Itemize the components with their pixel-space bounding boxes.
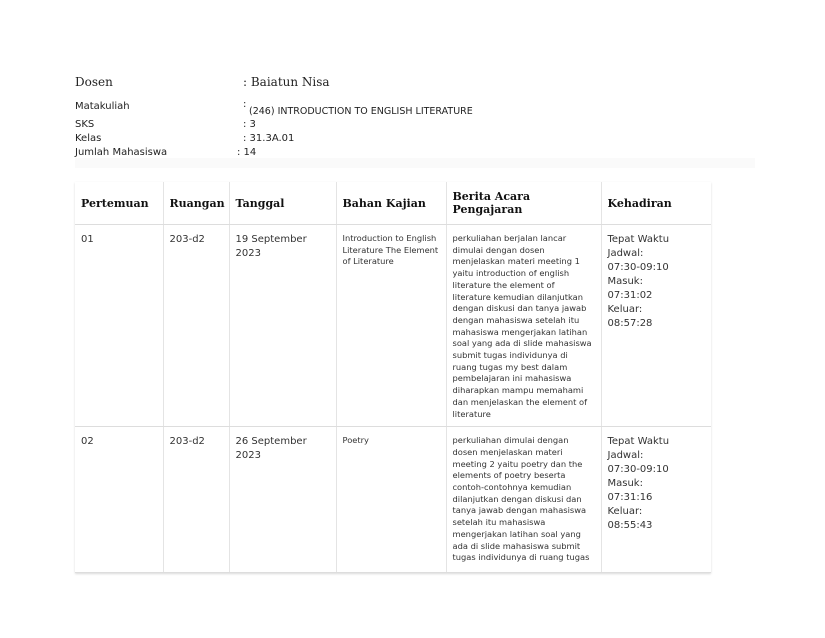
header-tanggal: Tanggal [229, 182, 336, 225]
sks-value: : 3 [243, 119, 256, 130]
cell-tanggal: 19 September 2023 [229, 225, 336, 427]
header-pertemuan: Pertemuan [75, 182, 163, 225]
table-row [75, 225, 711, 427]
kelas-value: : 31.3A.01 [243, 133, 295, 144]
masuk-label: Masuk: [607, 276, 643, 287]
keluar-value: 08:57:28 [607, 318, 653, 329]
keluar-label: Keluar: [607, 506, 643, 518]
matakuliah-value: (246) INTRODUCTION TO ENGLISH LITERATURE [249, 106, 473, 117]
cell-pertemuan: 02 [75, 427, 163, 573]
cell-pertemuan: 01 [75, 225, 163, 427]
header-ruangan: Ruangan [163, 182, 229, 225]
jumlah-value: : 14 [237, 147, 257, 158]
kehadiran-status: Tepat Waktu [607, 234, 670, 245]
jadwal-value: 07:30-09:10 [607, 262, 669, 273]
header-bahan-kajian: Bahan Kajian [336, 182, 446, 225]
matakuliah-colon: : [243, 99, 247, 110]
header-kehadiran: Kehadiran [601, 182, 711, 225]
masuk-value: 07:31:02 [607, 290, 653, 301]
keluar-value: 08:55:43 [607, 520, 653, 532]
jadwal-value: 07:30-09:10 [607, 464, 669, 476]
attendance-table [75, 182, 711, 573]
matakuliah-label: Matakuliah [75, 101, 130, 112]
cell-kehadiran [601, 427, 711, 573]
sks-label: SKS [75, 119, 95, 130]
jadwal-label: Jadwal: [607, 450, 644, 462]
divider-strip [75, 158, 755, 168]
jadwal-label: Jadwal: [607, 248, 644, 259]
dosen-value: : Baiatun Nisa [243, 75, 330, 89]
jumlah-label: Jumlah Mahasiswa [75, 147, 168, 158]
kelas-label: Kelas [75, 133, 102, 144]
masuk-value: 07:31:16 [607, 492, 653, 504]
header-berita-acara: Berita Acara Pengajaran [446, 182, 601, 225]
cell-ruangan: 203-d2 [163, 225, 229, 427]
kelas-row [75, 133, 755, 147]
cell-tanggal: 26 September 2023 [229, 427, 336, 573]
cell-bahan-kajian: Poetry [336, 427, 446, 573]
dosen-label: Dosen [75, 75, 113, 89]
cell-berita-acara: perkuliahan dimulai dengan dosen menjelaskan materi meeting 2 yaitu poetry dan the elements of poetry beserta contoh-contohnya kemudian dilanjutkan dengan diskusi dan tanya jawab dengan mahasiswa setelah itu mahasiswa mengerjakan latihan soal yang ada di slide mahasiswa submit tugas individunya di ruang tugas [446, 427, 601, 573]
cell-kehadiran [601, 225, 711, 427]
cell-berita-acara: perkuliahan berjalan lancar dimulai dengan dosen menjelaskan materi meeting 1 yaitu introduction of english literature the element of literature kemudian dilanjutkan dengan diskusi dan tanya jawab dengan mahasiswa setelah itu mahasiswa mengerjakan latihan soal yang ada di slide mahasiswa submit tugas individunya di ruang tugas my best dalam pembelajaran ini mahasiswa diharapkan mampu memahami dan menjelaskan the element of literature [446, 225, 601, 427]
kehadiran-status: Tepat Waktu [607, 436, 670, 448]
table-row [75, 427, 711, 573]
matakuliah-row [75, 101, 755, 119]
keluar-label: Keluar: [607, 304, 643, 315]
cell-ruangan: 203-d2 [163, 427, 229, 573]
dosen-row [75, 75, 755, 101]
masuk-label: Masuk: [607, 478, 643, 490]
sks-row [75, 119, 755, 133]
cell-bahan-kajian: Introduction to English Literature The Element of Literature [336, 225, 446, 427]
course-info [75, 75, 755, 161]
table-header-row [75, 182, 711, 225]
